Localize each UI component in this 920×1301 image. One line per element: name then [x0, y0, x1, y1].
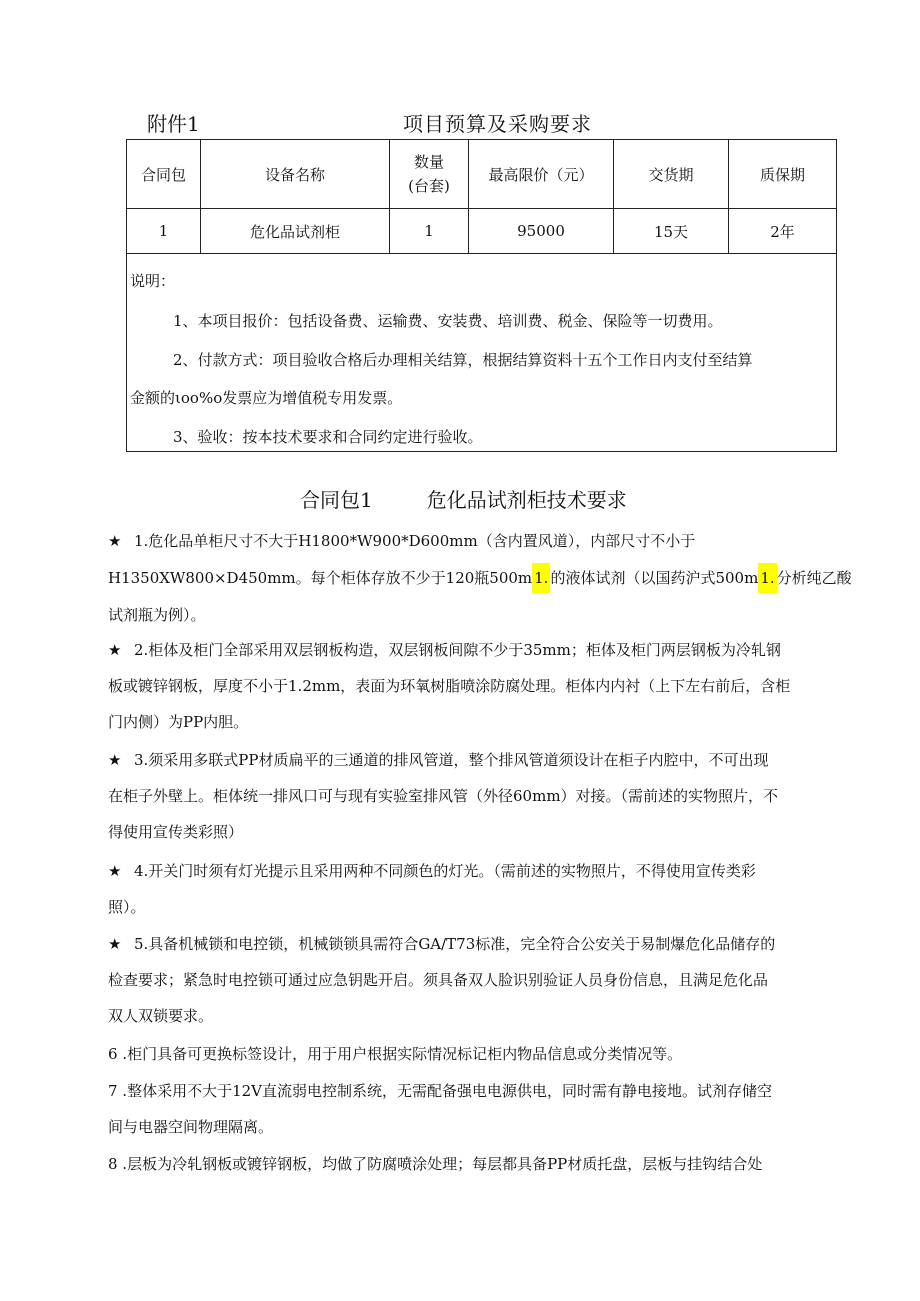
req1-highlight-1: 1. [532, 563, 550, 593]
req1-highlight-2: 1. [758, 563, 776, 593]
cell-package: 1 [127, 209, 201, 254]
notes-heading: 说明： [130, 272, 176, 290]
star-icon: ★ [108, 532, 122, 550]
col-header-qty-line2: (台套) [408, 177, 450, 195]
star-icon: ★ [108, 862, 122, 880]
note-item-3: 3、验收：按本技术要求和合同约定进行验收。 [173, 428, 483, 446]
req8-line1: 8 .层板为冷轧钢板或镀锌钢板，均做了防腐喷涂处理；每层都具备PP材质托盘，层板与挂钩结合处 [108, 1155, 763, 1173]
req1-line2-c: 分析纯乙酸 [776, 569, 852, 587]
page-title: 项目预算及采购要求 [403, 112, 592, 136]
col-header-warranty: 质保期 [729, 140, 837, 209]
req2-line2: 板或镀锌钢板，厚度不小于1.2mm，表面为环氧树脂喷涂防腐处理。柜体内内衬（上下左右前后，含柜 [108, 677, 791, 695]
req3-line3: 得使用宣传类彩照） [108, 823, 244, 841]
req2-line3: 门内侧）为PP内胆。 [108, 713, 249, 731]
section-package: 合同包1 [300, 488, 373, 512]
note-item-2-line2: 金额的ιoo%o发票应为增值税专用发票。 [130, 389, 403, 407]
star-icon: ★ [108, 935, 122, 953]
col-header-price: 最高限价（元） [469, 140, 614, 209]
notes-box [126, 254, 837, 452]
req1-line2-a: H1350XW800×D450mm。每个柜体存放不少于120瓶500m [108, 569, 533, 587]
req5-line1: 5.具备机械锁和电控锁，机械锁锁具需符合GA/T73标准，完全符合公安关于易制爆危化品储存的 [134, 935, 776, 953]
cell-name: 危化品试剂柜 [201, 209, 390, 254]
req5-line2: 检查要求；紧急时电控锁可通过应急钥匙开启。须具备双人脸识别验证人员身份信息，且满足危化品 [108, 971, 769, 989]
cell-price: 95000 [469, 209, 614, 254]
req2-line1: 2.柜体及柜门全部采用双层钢板构造，双层钢板间隙不少于35mm；柜体及柜门两层钢板为冷轧钢 [134, 641, 781, 659]
attachment-label: 附件1 [147, 112, 200, 136]
budget-table [126, 139, 837, 254]
col-header-qty [390, 140, 469, 209]
note-item-1: 1、本项目报价：包括设备费、运输费、安装费、培训费、税金、保险等一切费用。 [173, 312, 723, 330]
table-row [127, 209, 837, 254]
section-title [300, 484, 627, 513]
note-item-2-line1: 2、付款方式：项目验收合格后办理相关结算，根据结算资料十五个工作日内支付至结算 [173, 351, 753, 369]
req4-line1: 4.开关门时须有灯光提示且采用两种不同颜色的灯光。（需前述的实物照片，不得使用宣传类彩 [134, 862, 756, 880]
col-header-delivery: 交货期 [614, 140, 729, 209]
cell-qty: 1 [390, 209, 469, 254]
table-header-row [127, 140, 837, 209]
col-header-name: 设备名称 [201, 140, 390, 209]
req5-line3: 双人双锁要求。 [108, 1007, 214, 1025]
section-title-text: 危化品试剂柜技术要求 [426, 488, 627, 512]
cell-warranty: 2年 [729, 209, 837, 254]
req3-line1: 3.须采用多联式PP材质扁平的三通道的排风管道，整个排风管道须设计在柜子内腔中，不可出现 [134, 751, 769, 769]
req4-line2: 照）。 [108, 898, 146, 916]
col-header-package: 合同包 [127, 140, 201, 209]
cell-delivery: 15天 [614, 209, 729, 254]
star-icon: ★ [108, 641, 122, 659]
col-header-qty-line1: 数量 [413, 153, 444, 171]
star-icon: ★ [108, 751, 122, 769]
req6-line1: 6 .柜门具备可更换标签设计，用于用户根据实际情况标记柜内物品信息或分类情况等。 [108, 1045, 683, 1063]
req7-line2: 间与电器空间物理隔离。 [108, 1118, 274, 1136]
req7-line1: 7 .整体采用不大于12V直流弱电控制系统，无需配备强电电源供电，同时需有静电接地。试剂存储空 [108, 1082, 773, 1100]
req1-line1: 1.危化品单柜尺寸不大于H1800*W900*D600mm（含内置风道），内部尺寸不小于 [134, 532, 696, 550]
req1-line2-b: 的液体试剂（以国药沪式500m [550, 569, 759, 587]
req1-line3: 试剂瓶为例）。 [108, 606, 206, 624]
req3-line2: 在柜子外壁上。柜体统一排风口可与现有实验室排风管（外径60mm）对接。（需前述的实物照片，不 [108, 787, 779, 805]
